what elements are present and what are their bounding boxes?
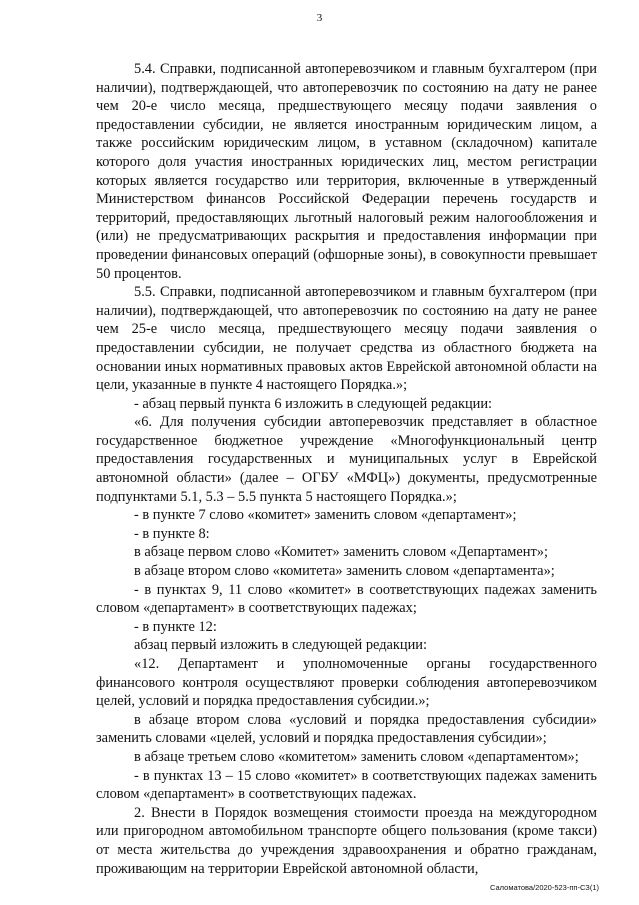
paragraph: - абзац первый пункта 6 изложить в следующей редакции: <box>134 395 493 412</box>
paragraph: - в пункте 12: <box>134 618 217 635</box>
paragraph: - в пунктах 9, 11 слово «комитет» в соответствующих падежах заменить словом «департамент» в соответствующих падежах; <box>96 581 597 617</box>
paragraph: в абзаце втором слово «комитета» заменить словом «департамента»; <box>134 563 555 580</box>
paragraph: - в пункте 8: <box>134 525 210 542</box>
paragraph: «6. Для получения субсидии автоперевозчик представляет в областное государственное бюджетное учреждение «Многофункциональный центр предоставления государственных и муниципальных услуг в Еврейской автономной области» (далее – ОГБУ «МФЦ») документы, предусмотренные подпунктами 5.1, 5.3 – 5.5 пункта 5 настоящего Порядка.»; <box>96 414 597 505</box>
paragraph: абзац первый изложить в следующей редакции: <box>134 637 428 654</box>
paragraph: 2. Внести в Порядок возмещения стоимости проезда на междугородном или пригородном автомобильном транспорте общего пользования (кроме такси) от места жительства до учреждения здравоохранения и обратно гражданам, проживающим на территории Еврейской автономной области, <box>96 804 597 877</box>
paragraph: 5.5. Справки, подписанной автоперевозчиком и главным бухгалтером (при наличии), подтверждающей, что автоперевозчик по состоянию на дату не ранее чем 25-е число месяца, предшествующего месяцу подачи заявления о предоставлении субсидии, не получает средства из областного бюджета на основании иных нормативных правовых актов Еврейской автономной области на цели, указанные в пункте 4 настоящего Порядка.»; <box>96 284 597 394</box>
paragraph: - в пунктах 13 – 15 слово «комитет» в соответствующих падежах заменить словом «департамент» в соответствующих падежах. <box>96 767 597 803</box>
document-footer-code: Саломатова/2020-523-пп-СЗ(1) <box>490 883 599 892</box>
paragraph: - в пункте 7 слово «комитет» заменить словом «департамент»; <box>134 507 517 524</box>
document-body <box>96 60 597 878</box>
paragraph: «12. Департамент и уполномоченные органы государственного финансового контроля осуществляют проверки соблюдения автоперевозчиком целей, условий и порядка предоставления субсидии.»; <box>96 656 597 710</box>
page-number: 3 <box>316 12 323 24</box>
paragraph: 5.4. Справки, подписанной автоперевозчиком и главным бухгалтером (при наличии), подтверждающей, что автоперевозчик по состоянию на дату не ранее чем 20-е число месяца, предшествующего месяцу подачи заявления о предоставлении субсидии, не является иностранным юридическим лицом, а также российским юридическим лицом, в уставном (складочном) капитале которого доля участия иностранных юридических лиц, местом регистрации которых является государство или территория, включенные в утвержденный Министерством финансов Российской Федерации перечень государств и территорий, предоставляющих льготный налоговый режим налогообложения и (или) не предусматривающих раскрытия и предоставления информации при проведении финансовых операций (офшорные зоны), в совокупности превышает 50 процентов. <box>96 61 597 282</box>
paragraph: в абзаце первом слово «Комитет» заменить словом «Департамент»; <box>134 544 548 561</box>
paragraph: в абзаце втором слова «условий и порядка предоставления субсидии» заменить словами «целей, условий и порядка предоставления субсидии»; <box>96 711 597 747</box>
paragraph: в абзаце третьем слово «комитетом» заменить словом «департаментом»; <box>134 748 579 765</box>
